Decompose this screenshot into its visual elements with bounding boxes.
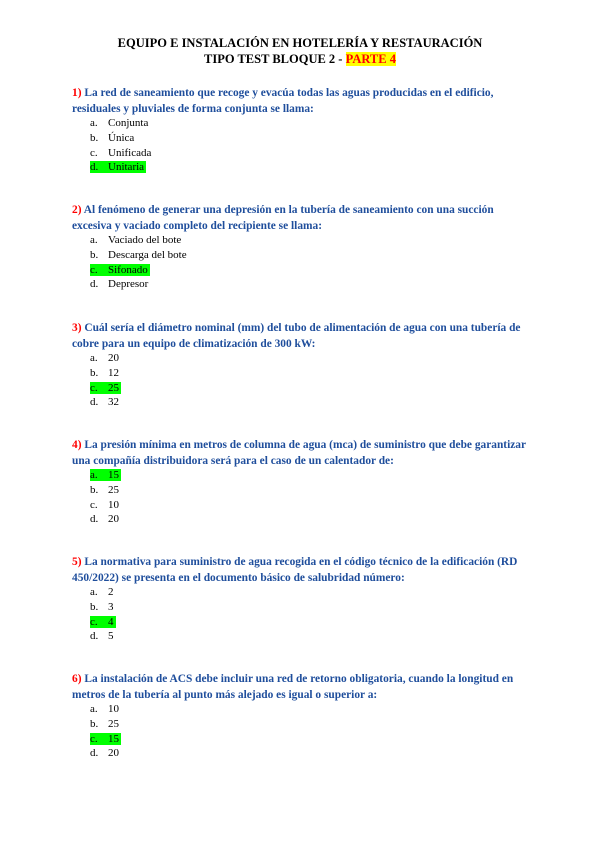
answer-option-body — [90, 249, 187, 261]
question-number: 2) — [72, 204, 82, 216]
answer-option-body — [90, 499, 119, 511]
answer-option-body — [90, 630, 114, 642]
option-letter: d. — [90, 161, 99, 174]
question-text: La presión mínima en metros de columna de agua (mca) de suministro que debe garantizar una compañía distribuidora será para el caso de un calentador de: — [72, 439, 526, 467]
answer-option — [90, 629, 116, 644]
answer-option-body — [90, 513, 119, 525]
option-letter: d. — [90, 396, 99, 409]
answer-option — [90, 512, 121, 527]
question-number: 6) — [72, 673, 82, 685]
answer-option-correct — [90, 732, 121, 747]
option-letter: a. — [90, 234, 98, 246]
option-letter: d. — [90, 630, 99, 643]
question-5 — [72, 555, 532, 586]
option-letter: b. — [90, 483, 99, 496]
option-text: 5 — [108, 630, 114, 643]
answer-option-body — [90, 352, 119, 364]
answer-option-body — [90, 147, 151, 159]
option-text: 25 — [108, 381, 119, 394]
option-text: 25 — [108, 483, 119, 496]
subtitle-prefix: TIPO TEST BLOQUE 2 - — [204, 52, 346, 66]
answer-options — [90, 585, 116, 644]
correct-answer-highlight — [90, 264, 150, 276]
question-1 — [72, 86, 532, 117]
answer-option-body — [90, 484, 119, 496]
option-text: Conjunta — [108, 117, 149, 129]
option-text: 2 — [108, 586, 114, 598]
answer-option — [90, 498, 121, 513]
document-title: EQUIPO E INSTALACIÓN EN HOTELERÍA Y RESTAURACIÓN — [117, 36, 483, 50]
answer-option-correct — [90, 468, 121, 483]
option-text: 15 — [108, 732, 119, 745]
option-text: Unitaria — [108, 161, 145, 174]
option-letter: d. — [90, 513, 99, 526]
option-text: Sifonado — [108, 263, 148, 276]
answer-option — [90, 146, 151, 161]
question-number: 3) — [72, 322, 82, 334]
option-letter: a. — [90, 586, 98, 598]
option-letter: a. — [90, 469, 98, 481]
answer-option-body — [90, 117, 148, 129]
answer-option — [90, 600, 116, 615]
option-text: 4 — [108, 615, 114, 628]
document-subtitle — [0, 52, 600, 67]
answer-option — [90, 746, 121, 761]
option-letter: b. — [90, 248, 99, 261]
answer-option — [90, 395, 121, 410]
question-6 — [72, 672, 532, 703]
option-letter: d. — [90, 278, 99, 291]
option-letter: b. — [90, 366, 99, 379]
answer-option-correct — [90, 160, 151, 175]
option-letter: c. — [90, 615, 98, 628]
question-3 — [72, 321, 532, 352]
answer-option-body — [90, 367, 119, 379]
answer-option — [90, 116, 151, 131]
answer-option — [90, 277, 187, 292]
correct-answer-highlight — [90, 616, 116, 628]
option-letter: d. — [90, 747, 99, 760]
option-letter: c. — [90, 381, 98, 394]
option-text: 15 — [108, 469, 119, 481]
option-text: 20 — [108, 747, 119, 760]
question-number: 1) — [72, 87, 82, 99]
answer-option-body — [90, 747, 119, 759]
answer-option — [90, 233, 187, 248]
option-text: 10 — [108, 703, 119, 715]
answer-options — [90, 351, 121, 410]
answer-option — [90, 131, 151, 146]
answer-option-body — [90, 601, 114, 613]
option-letter: b. — [90, 600, 99, 613]
answer-option-body — [90, 396, 119, 408]
option-text: Vaciado del bote — [108, 234, 182, 246]
option-text: 12 — [108, 366, 119, 379]
answer-option — [90, 351, 121, 366]
option-letter: c. — [90, 146, 98, 159]
option-letter: b. — [90, 131, 99, 144]
answer-option-body — [90, 278, 148, 290]
answer-option — [90, 585, 116, 600]
answer-option-body — [90, 718, 119, 730]
question-text: Al fenómeno de generar una depresión en la tubería de saneamiento con una succión excesiva y vaciado completo del recipiente se llama: — [72, 204, 494, 232]
question-text: Cuál sería el diámetro nominal (mm) del tubo de alimentación de agua con una tubería de cobre para un equipo de climatización de 300 kW: — [72, 322, 521, 350]
option-letter: a. — [90, 352, 98, 364]
answer-option — [90, 248, 187, 263]
correct-answer-highlight — [90, 161, 146, 173]
question-number: 4) — [72, 439, 82, 451]
option-letter: c. — [90, 263, 98, 276]
answer-option-correct — [90, 615, 116, 630]
option-letter: a. — [90, 703, 98, 715]
question-number: 5) — [72, 556, 82, 568]
option-text: Descarga del bote — [108, 248, 187, 261]
option-text: Depresor — [108, 278, 149, 291]
option-text: 25 — [108, 717, 119, 730]
question-text: La normativa para suministro de agua recogida en el código técnico de la edificación (RD 450/2022) se presenta en el documento básico de salubridad número: — [72, 556, 518, 584]
answer-options — [90, 233, 187, 292]
option-letter: a. — [90, 117, 98, 129]
answer-option-body — [90, 703, 119, 715]
part-highlight: PARTE 4 — [345, 52, 396, 66]
answer-option-body — [90, 586, 114, 598]
correct-answer-highlight — [90, 469, 121, 481]
correct-answer-highlight — [90, 382, 121, 394]
option-letter: c. — [90, 498, 98, 511]
correct-answer-highlight — [90, 733, 121, 745]
option-text: 10 — [108, 498, 119, 511]
option-text: Unificada — [108, 146, 152, 159]
answer-option-correct — [90, 381, 121, 396]
option-text: 20 — [108, 513, 119, 526]
answer-option — [90, 366, 121, 381]
answer-option — [90, 702, 121, 717]
option-text: Única — [108, 131, 135, 144]
question-4 — [72, 438, 532, 469]
question-2 — [72, 203, 532, 234]
answer-options — [90, 702, 121, 761]
answer-option — [90, 717, 121, 732]
answer-option-body — [90, 132, 134, 144]
option-letter: b. — [90, 717, 99, 730]
option-text: 3 — [108, 600, 114, 613]
answer-options — [90, 468, 121, 527]
answer-option — [90, 483, 121, 498]
question-text: La red de saneamiento que recoge y evacúa todas las aguas producidas en el edificio, residuales y pluviales de forma conjunta se llama: — [72, 87, 494, 115]
answer-option-correct — [90, 263, 187, 278]
answer-options — [90, 116, 151, 175]
option-letter: c. — [90, 732, 98, 745]
question-text: La instalación de ACS debe incluir una red de retorno obligatoria, cuando la longitud en metros de la tubería al punto más alejado es igual o superior a: — [72, 673, 514, 701]
option-text: 20 — [108, 352, 119, 364]
option-text: 32 — [108, 396, 119, 409]
answer-option-body — [90, 234, 181, 246]
